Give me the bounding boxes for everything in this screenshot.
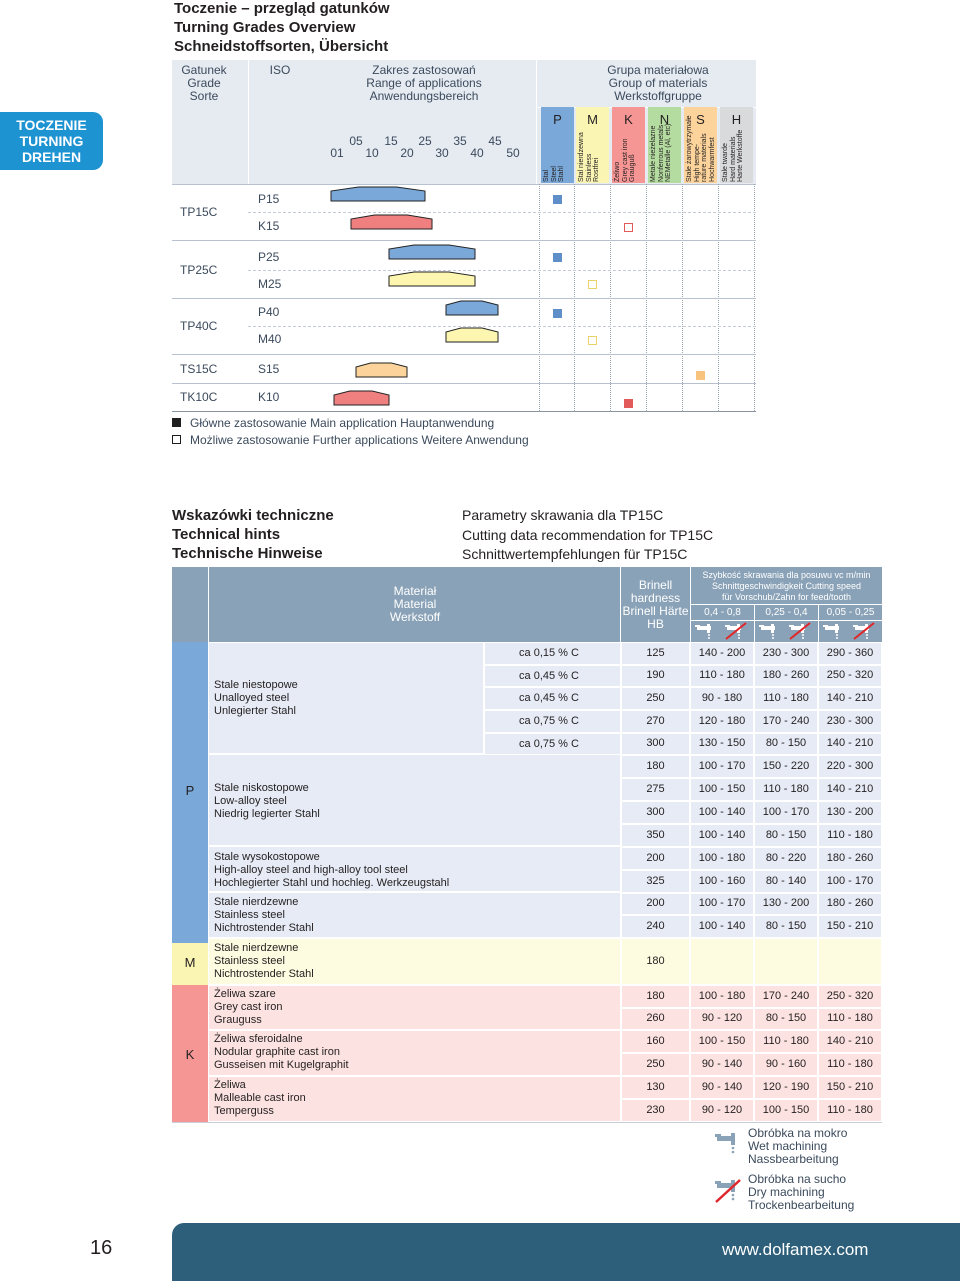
group-p-label: P — [185, 783, 195, 798]
legend-further: Możliwe zastosowanie Further applications Weitere Anwendung — [190, 433, 529, 447]
material-name-line: Low-alloy steel — [214, 795, 287, 807]
table-bottom-line — [172, 1122, 882, 1123]
cutting-speed-value: 140 - 210 — [826, 692, 874, 704]
main-application-marker — [553, 253, 562, 262]
head-speed-l3: für Vorschub/Zahn for feed/tooth — [721, 592, 852, 602]
feed-3: 0,05 - 0,25 — [826, 607, 875, 618]
application-range-bar — [355, 362, 409, 378]
hardness-value: 350 — [646, 829, 665, 841]
hardness-value: 260 — [646, 1012, 665, 1024]
cutting-speed-value: 90 - 180 — [701, 692, 743, 704]
params-title — [462, 506, 713, 565]
cutting-speed-value: 90 - 140 — [701, 1058, 743, 1070]
row-separator — [172, 298, 756, 299]
col-group-de: Werkstoffgruppe — [614, 89, 702, 103]
dry-machining-icon — [852, 622, 876, 640]
cutting-speed-value: 90 - 160 — [765, 1058, 807, 1070]
group-m-label: M — [184, 955, 196, 970]
cutting-speed-value: 170 - 240 — [762, 715, 810, 727]
scale-tick-label: 10 — [365, 146, 379, 160]
material-group-letter-m: M — [587, 112, 598, 127]
material-name — [214, 679, 298, 718]
material-group-desc: Stale żarowytrzymałe — [686, 115, 693, 182]
overview-bottom-line — [172, 411, 756, 412]
legend-main: Główne zastosowanie Main application Hauptanwendung — [190, 416, 495, 430]
head-material-de: Werkstoff — [389, 610, 441, 624]
cutting-speed-value: 220 - 300 — [826, 760, 874, 772]
material-name-line: Grauguss — [214, 1014, 262, 1026]
cutting-speed-value: 80 - 150 — [765, 737, 807, 749]
cutting-speed-value: 250 - 320 — [826, 990, 874, 1002]
cutting-speed-value: 80 - 220 — [765, 852, 807, 864]
head-speed — [691, 570, 882, 603]
material-group-desc: Stainless — [585, 153, 593, 182]
material-group-desc: High tempe- — [693, 143, 701, 182]
hints-title-de: Technische Hinweise — [172, 545, 323, 562]
material-name-line: Stale wysokostopowe — [214, 851, 320, 863]
further-application-marker — [624, 223, 633, 232]
title-en: Turning Grades Overview — [174, 19, 356, 36]
material-name-line: Stale nierdzewne — [214, 896, 299, 908]
material-group-desc: Stahl — [558, 166, 565, 182]
cutting-speed-value: 110 - 180 — [827, 1058, 873, 1070]
main-application-marker — [696, 371, 705, 380]
title-pl: Toczenie – przegląd gatunków — [174, 0, 390, 17]
material-name-line: Unlegierter Stahl — [214, 705, 296, 717]
column-divider — [248, 60, 249, 184]
cutting-speed-value: 180 - 260 — [826, 897, 874, 909]
cutting-speed-value: 100 - 150 — [698, 783, 746, 795]
cutting-speed-value: 80 - 150 — [765, 829, 807, 841]
cutting-speed-value: 180 - 260 — [826, 852, 874, 864]
scale-tick-label: 20 — [400, 146, 414, 160]
material-name — [214, 896, 314, 935]
material-name-line: Stale niskostopowe — [214, 782, 309, 794]
legend-dry-en: Dry machining — [748, 1185, 825, 1199]
dry-machining-icon — [788, 622, 812, 640]
cutting-speed-value: 110 - 180 — [827, 829, 873, 841]
cutting-speed-value: 100 - 140 — [698, 806, 746, 818]
cutting-speed-value: 180 - 260 — [762, 669, 810, 681]
wet-machining-icon — [714, 1131, 742, 1155]
params-title-de: Schnittwertempfehlungen für TP15C — [462, 546, 688, 562]
legend-wet-pl: Obróbka na mokro — [748, 1126, 848, 1140]
hardness-value: 160 — [646, 1035, 665, 1047]
material-group-desc: NEMetalle (Al, etc) — [665, 123, 672, 182]
further-application-marker — [172, 435, 181, 444]
main-application-marker — [172, 418, 181, 427]
carbon-content: ca 0,75 % C — [519, 715, 579, 727]
material-name-line: Unalloyed steel — [214, 692, 290, 704]
material-group-desc: Grauguß — [629, 154, 636, 182]
header-divider — [691, 604, 882, 605]
cutting-speed-value: 230 - 300 — [762, 647, 810, 659]
cutting-speed-value: 100 - 160 — [698, 875, 746, 887]
cutting-speed-value: 110 - 180 — [763, 783, 809, 795]
cutting-speed-value: 100 - 140 — [698, 920, 746, 932]
head-material-pl: Materiał — [393, 584, 437, 598]
material-group-letter-n: N — [659, 112, 670, 127]
col-grade-pl: Gatunek — [181, 63, 227, 77]
column-divider — [536, 60, 537, 184]
carbon-content: ca 0,45 % C — [519, 692, 579, 704]
head-speed-l1: Szybkość skrawania dla posuwu vc m/min — [702, 570, 871, 580]
application-range-bar — [388, 271, 477, 287]
hardness-value: 240 — [646, 920, 665, 932]
material-group-desc: Nonferrous metals — [657, 124, 665, 182]
legend-dry-pl: Obróbka na sucho — [748, 1172, 847, 1186]
cutting-speed-value: 140 - 200 — [698, 647, 746, 659]
iso-code: P25 — [258, 250, 280, 264]
iso-code: M40 — [258, 332, 282, 346]
iso-code: K15 — [258, 219, 280, 233]
material-group-desc: Harte Werkstoffe — [737, 129, 744, 182]
head-brinell-l3: Brinell Härte — [622, 604, 689, 618]
hardness-value: 190 — [646, 669, 665, 681]
application-range-bar — [388, 244, 477, 260]
cutting-speed-value: 80 - 150 — [765, 920, 807, 932]
cutting-speed-value: 110 - 180 — [827, 1104, 873, 1116]
carbon-content: ca 0,15 % C — [519, 647, 579, 659]
row-sub-separator — [248, 212, 756, 213]
legend-dry — [748, 1173, 854, 1212]
cutting-speed-value: 100 - 170 — [698, 897, 746, 909]
title-de: Schneidstoffsorten, Übersicht — [174, 38, 389, 55]
cutting-speed-value: 150 - 210 — [826, 1081, 874, 1093]
params-title-pl: Parametry skrawania dla TP15C — [462, 507, 664, 523]
material-group-desc: Stal — [543, 169, 550, 182]
col-group-en: Group of materials — [608, 76, 708, 90]
cutting-speed-value: 130 - 150 — [698, 737, 746, 749]
material-group-desc: Żeliwo — [614, 161, 621, 182]
material-name-line: Nodular graphite cast iron — [214, 1046, 340, 1058]
cutting-speed-value: 100 - 150 — [698, 1035, 746, 1047]
legend-dry-de: Trockenbearbeitung — [748, 1198, 855, 1212]
header-divider — [208, 567, 209, 642]
head-speed-l2: Schnittgeschwindigkeit Cutting speed — [711, 581, 862, 591]
material-name-line: Nichtrostender Stahl — [214, 922, 314, 934]
header-divider — [172, 184, 756, 185]
row-separator — [172, 354, 756, 355]
head-brinell-l1: Brinell — [638, 578, 673, 592]
scale-tick-label: 01 — [330, 146, 344, 160]
cutting-speed-value: 100 - 170 — [762, 806, 810, 818]
material-name-line: Żeliwa szare — [214, 988, 276, 1000]
col-range-pl: Zakres zastosowań — [372, 63, 476, 77]
hints-title-pl: Wskazówki techniczne — [172, 507, 334, 524]
head-material-en: Material — [393, 597, 437, 611]
table-cell — [754, 938, 818, 985]
cutting-speed-value: 130 - 200 — [826, 806, 874, 818]
application-range-bar — [350, 214, 434, 230]
material-name-line: High-alloy steel and high-alloy tool steel — [214, 864, 408, 876]
cutting-speed-value: 90 - 120 — [701, 1104, 743, 1116]
application-range-bar — [445, 300, 500, 316]
hardness-value: 300 — [646, 737, 665, 749]
material-group-desc: Steel — [550, 166, 558, 182]
cutting-speed-value: 110 - 180 — [827, 1012, 873, 1024]
scale-tick-label: 50 — [506, 146, 520, 160]
material-group-letter-s: S — [696, 112, 705, 127]
material-group-letter-p: P — [553, 112, 562, 127]
material-name-line: Żeliwa — [214, 1079, 246, 1091]
section-tab-en: TURNING — [19, 133, 84, 149]
grade-name: TP15C — [180, 205, 218, 219]
grade-name: TP40C — [180, 319, 218, 333]
material-group-desc: Grey cast iron — [621, 138, 629, 182]
row-sub-separator — [248, 326, 756, 327]
col-group-header — [560, 64, 756, 103]
cutting-speed-value: 100 - 180 — [698, 990, 746, 1002]
application-range-bar — [445, 327, 500, 343]
main-application-marker — [553, 309, 562, 318]
material-group-desc: Hochwarmfest — [708, 137, 716, 182]
head-brinell-l2: hardness — [630, 591, 681, 605]
hardness-value: 250 — [646, 692, 665, 704]
cutting-speed-value: 100 - 170 — [698, 760, 746, 772]
further-application-marker — [588, 336, 597, 345]
cutting-speed-value: 290 - 360 — [826, 647, 874, 659]
further-application-marker — [588, 280, 597, 289]
legend-wet-de: Nassbearbeitung — [748, 1152, 839, 1166]
cutting-speed-value: 140 - 210 — [826, 1035, 874, 1047]
scale-tick-label: 45 — [488, 134, 502, 148]
cutting-speed-value: 250 - 320 — [826, 669, 874, 681]
cutting-speed-value: 110 - 180 — [699, 669, 745, 681]
cutting-speed-value: 90 - 120 — [701, 1012, 743, 1024]
application-range-bar — [330, 186, 427, 202]
dry-machining-icon — [724, 622, 748, 640]
scale-tick-label: 05 — [349, 134, 363, 148]
head-brinell-l4: HB — [647, 617, 664, 631]
hardness-value: 200 — [646, 852, 665, 864]
material-name-line: Stainless steel — [214, 909, 285, 921]
table-cell — [690, 938, 754, 985]
main-application-marker — [553, 195, 562, 204]
iso-code: P15 — [258, 192, 280, 206]
iso-code: S15 — [258, 362, 280, 376]
head-brinell — [621, 579, 690, 631]
dry-machining-icon — [714, 1178, 742, 1204]
cutting-speed-value: 120 - 180 — [698, 715, 746, 727]
wet-machining-icon — [758, 622, 782, 640]
hardness-value: 180 — [646, 990, 665, 1002]
material-name — [214, 988, 282, 1027]
hints-title — [172, 506, 334, 563]
cutting-speed-value: 110 - 180 — [763, 1035, 809, 1047]
cutting-speed-value: 80 - 140 — [765, 875, 807, 887]
header-divider — [691, 620, 882, 621]
material-name-line: Stale nierdzewne — [214, 942, 299, 954]
page-number: 16 — [90, 1237, 113, 1259]
section-tab-de: DREHEN — [21, 149, 82, 165]
scale-tick-label: 30 — [435, 146, 449, 160]
col-grade-en: Grade — [187, 76, 221, 90]
legend-wet-en: Wet machining — [748, 1139, 828, 1153]
cutting-speed-value: 80 - 150 — [765, 1012, 807, 1024]
cutting-speed-value: 120 - 190 — [762, 1081, 810, 1093]
scale-tick-label: 15 — [384, 134, 398, 148]
application-range-bar — [333, 390, 391, 406]
material-name-line: Stale niestopowe — [214, 679, 298, 691]
material-name-line: Temperguss — [214, 1105, 274, 1117]
material-name-line: Grey cast iron — [214, 1001, 283, 1013]
hardness-value: 125 — [646, 647, 665, 659]
material-group-letter-k: K — [624, 112, 633, 127]
col-range-en: Range of applications — [366, 76, 482, 90]
material-group-letter-h: H — [731, 112, 742, 127]
legend-wet — [748, 1127, 847, 1166]
cutting-speed-value: 100 - 180 — [698, 852, 746, 864]
cutting-speed-value: 100 - 140 — [698, 829, 746, 841]
material-name — [214, 1033, 349, 1072]
wet-machining-icon — [822, 622, 846, 640]
material-name — [214, 942, 314, 981]
material-name-line: Malleable cast iron — [214, 1092, 306, 1104]
scale-tick-label: 40 — [470, 146, 484, 160]
material-name — [214, 1079, 306, 1118]
material-name — [214, 851, 449, 890]
cutting-speed-value: 110 - 180 — [763, 692, 809, 704]
material-group-desc: rature materials — [701, 133, 708, 182]
scale-tick-label: 25 — [418, 134, 432, 148]
grade-name: TS15C — [180, 362, 218, 376]
cutting-speed-value: 90 - 140 — [701, 1081, 743, 1093]
hardness-value: 275 — [646, 783, 665, 795]
hardness-value: 230 — [646, 1104, 665, 1116]
carbon-content: ca 0,45 % C — [519, 670, 579, 682]
hardness-value: 325 — [646, 875, 665, 887]
hardness-value: 180 — [646, 955, 665, 967]
cutting-speed-value: 140 - 210 — [826, 783, 874, 795]
hardness-value: 200 — [646, 897, 665, 909]
carbon-content: ca 0,75 % C — [519, 738, 579, 750]
row-separator — [172, 383, 756, 384]
scale-tick-label: 35 — [453, 134, 467, 148]
material-group-desc: Stale twarde — [722, 143, 729, 182]
cutting-speed-value: 230 - 300 — [826, 715, 874, 727]
material-group-desc: Metale nieżelazne — [650, 125, 657, 182]
hardness-value: 130 — [646, 1081, 665, 1093]
row-sub-separator — [248, 270, 756, 271]
material-group-desc: Rostfrei — [593, 157, 600, 182]
main-application-marker — [624, 399, 633, 408]
row-separator — [172, 240, 756, 241]
head-material — [370, 585, 460, 624]
iso-code: K10 — [258, 390, 280, 404]
grade-name: TK10C — [180, 390, 218, 404]
grade-name: TP25C — [180, 263, 218, 277]
iso-code: P40 — [258, 305, 280, 319]
material-name-line: Żeliwa sferoidalne — [214, 1033, 303, 1045]
material-group-desc: Stal nierdzewna — [578, 132, 585, 182]
col-range-header — [340, 64, 508, 103]
material-group-desc: Hard materials — [729, 136, 737, 182]
material-name-line: Hochlegierter Stahl und hochleg. Werkzeugstahl — [214, 877, 450, 889]
hardness-value: 270 — [646, 715, 665, 727]
material-name-line: Stainless steel — [214, 955, 285, 967]
group-k-label: K — [185, 1047, 195, 1062]
section-tab-pl: TOCZENIE — [16, 117, 87, 133]
hardness-value: 300 — [646, 806, 665, 818]
cutting-speed-value: 150 - 220 — [762, 760, 810, 772]
hardness-value: 180 — [646, 760, 665, 772]
cutting-speed-value: 100 - 170 — [826, 875, 874, 887]
cutting-speed-value: 170 - 240 — [762, 990, 810, 1002]
material-name-line: Gusseisen mit Kugelgraphit — [214, 1059, 349, 1071]
feed-2: 0,25 - 0,4 — [765, 607, 808, 618]
col-group-pl: Grupa materiałowa — [607, 63, 709, 77]
col-grade-de: Sorte — [189, 89, 219, 103]
hints-title-en: Technical hints — [172, 526, 281, 543]
material-name-line: Nichtrostender Stahl — [214, 968, 314, 980]
col-grade-header — [172, 64, 236, 103]
iso-code: M25 — [258, 277, 282, 291]
hardness-value: 250 — [646, 1058, 665, 1070]
table-cell — [818, 938, 882, 985]
section-tab — [0, 112, 103, 170]
col-range-de: Anwendungsbereich — [369, 89, 479, 103]
website-link[interactable]: www.dolfamex.com — [722, 1240, 869, 1259]
wet-machining-icon — [694, 622, 718, 640]
col-iso-header: ISO — [269, 63, 291, 77]
material-name — [214, 782, 320, 821]
feed-1: 0,4 - 0,8 — [704, 607, 741, 618]
cutting-speed-value: 150 - 210 — [826, 920, 874, 932]
cutting-speed-value: 100 - 150 — [762, 1104, 810, 1116]
params-title-en: Cutting data recommendation for TP15C — [462, 526, 714, 543]
cutting-speed-value: 140 - 210 — [826, 737, 874, 749]
material-name-line: Niedrig legierter Stahl — [214, 808, 320, 820]
cutting-speed-value: 130 - 200 — [762, 897, 810, 909]
